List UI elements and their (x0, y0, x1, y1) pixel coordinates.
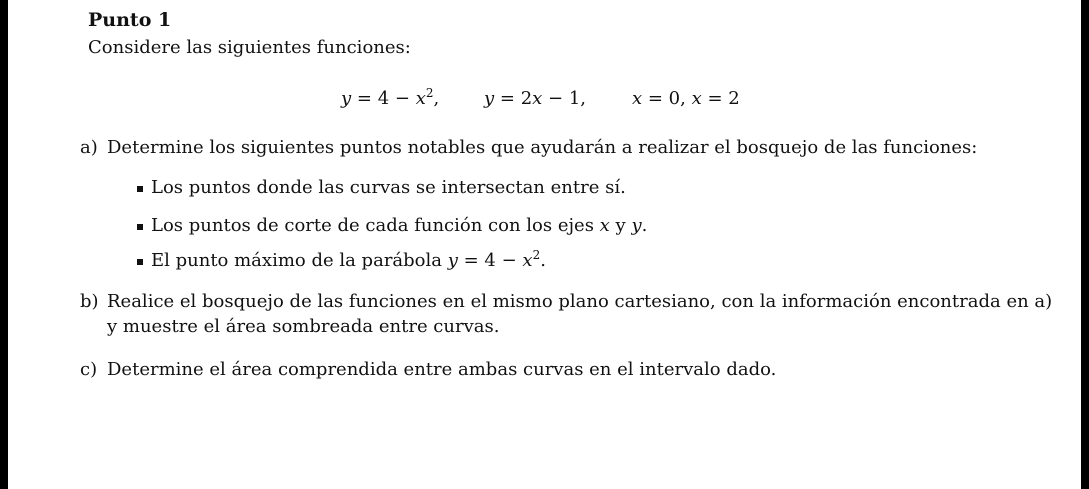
bullet-var: x (599, 215, 610, 236)
bullet-text: El punto máximo de la parábola (151, 250, 448, 271)
formula-text: = 4 − (351, 88, 416, 109)
intro-text: Considere las siguientes funciones: (88, 37, 411, 58)
formula-text: = 2 (494, 88, 533, 109)
formula-var: x (691, 88, 702, 109)
formula-text: − 1, (542, 88, 587, 109)
bullet-text: Los puntos de corte de cada función con los ejes (151, 215, 600, 236)
bullet-item-1: Los puntos donde las curvas se intersectan entre sí. (151, 177, 626, 198)
bullet-icon (137, 224, 143, 230)
bullet-item-3 (151, 250, 546, 271)
formula-var: x (415, 88, 426, 109)
bullet-var: y (631, 215, 642, 236)
formula-bounds (632, 88, 740, 109)
bullet-text: = 4 − (457, 250, 523, 271)
formula-var: x (632, 88, 643, 109)
bullet-exponent: 2 (532, 248, 541, 262)
formula-text: , (433, 88, 440, 109)
item-b-text-line1: Realice el bosquejo de las funciones en el mismo plano cartesiano, con la información encontrada en a) (107, 291, 1053, 312)
formula-parabola (341, 88, 439, 109)
bullet-var: y (447, 250, 458, 271)
formula-var: x (532, 88, 543, 109)
bullet-icon (137, 186, 143, 192)
item-b-letter: b) (80, 291, 99, 312)
item-c-letter: c) (80, 359, 98, 380)
item-a-letter: a) (80, 137, 98, 158)
item-b-text-line2: y muestre el área sombreada entre curvas. (107, 316, 500, 337)
bullet-text: . (641, 215, 648, 236)
section-title: Punto 1 (88, 9, 172, 31)
bullet-text: . (540, 250, 546, 271)
bullet-icon (137, 259, 143, 265)
formula-text: = 2 (701, 88, 740, 109)
bullet-var: x (522, 250, 533, 271)
formula-exponent: 2 (425, 86, 434, 100)
formula-var: y (341, 88, 352, 109)
formula-var: y (484, 88, 495, 109)
item-c-text: Determine el área comprendida entre ambas curvas en el intervalo dado. (107, 359, 777, 380)
formula-line (484, 88, 586, 109)
formula-text: = 0, (642, 88, 692, 109)
bullet-item-2 (151, 215, 647, 236)
bullet-text: y (609, 215, 632, 236)
document-page (8, 0, 1081, 489)
item-a-text: Determine los siguientes puntos notables que ayudarán a realizar el bosquejo de las funciones: (107, 137, 978, 158)
